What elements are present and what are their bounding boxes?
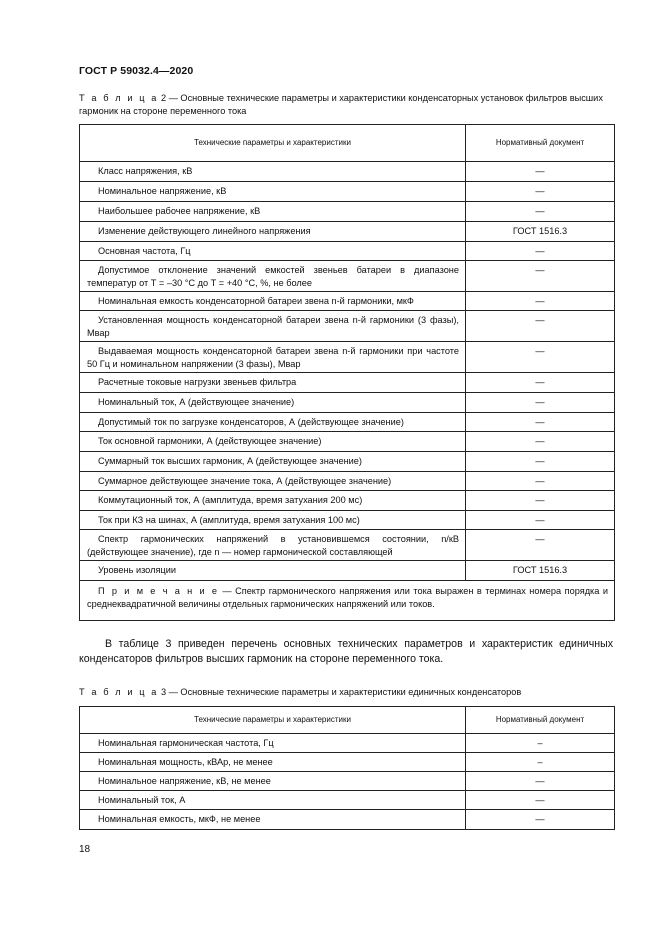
table-row bbox=[80, 311, 615, 342]
param-cell bbox=[80, 261, 466, 292]
table2-col-doc-header: Нормативный документ bbox=[466, 125, 615, 162]
table-row bbox=[80, 530, 615, 561]
doc-cell: — bbox=[466, 292, 615, 311]
table-row bbox=[80, 772, 615, 791]
table-row bbox=[80, 561, 615, 581]
param-text: Класс напряжения, кВ bbox=[98, 166, 193, 176]
param-text: Номинальное напряжение, кВ, не менее bbox=[98, 776, 271, 786]
doc-cell: — bbox=[466, 393, 615, 413]
doc-cell: ГОСТ 1516.3 bbox=[466, 561, 615, 581]
param-cell bbox=[80, 753, 466, 772]
table-row bbox=[80, 491, 615, 511]
param-cell bbox=[80, 734, 466, 753]
table2-caption-label: Т а б л и ц а bbox=[79, 93, 159, 103]
doc-cell: — bbox=[466, 530, 615, 561]
param-text: Расчетные токовые нагрузки звеньев фильтра bbox=[98, 377, 297, 387]
param-cell bbox=[80, 491, 466, 511]
table-row bbox=[80, 182, 615, 202]
table-2 bbox=[79, 124, 615, 621]
document-header: ГОСТ Р 59032.4—2020 bbox=[79, 65, 194, 77]
param-text: Коммутационный ток, А (амплитуда, время затухания 200 мс) bbox=[98, 495, 363, 505]
table-row bbox=[80, 373, 615, 393]
param-cell bbox=[80, 413, 466, 432]
doc-cell: — bbox=[466, 311, 615, 342]
param-cell bbox=[80, 393, 466, 413]
doc-cell: – bbox=[466, 753, 615, 772]
param-cell bbox=[80, 373, 466, 393]
param-cell bbox=[80, 530, 466, 561]
table2-note bbox=[80, 581, 615, 621]
table-row bbox=[80, 432, 615, 452]
table-row bbox=[80, 342, 615, 373]
param-text: Номинальная емкость, мкФ, не менее bbox=[98, 814, 261, 824]
doc-cell: — bbox=[466, 242, 615, 261]
param-cell bbox=[80, 432, 466, 452]
table3-col-doc-header: Нормативный документ bbox=[466, 707, 615, 734]
param-text: Изменение действующего линейного напряжения bbox=[98, 226, 311, 236]
note-text: — Спектр гармонического напряжения или тока выражен в терминах номера порядка и среднеквадратичной величины отдельных гармонических напряжений или токов. bbox=[87, 586, 608, 609]
doc-cell: — bbox=[466, 373, 615, 393]
param-cell bbox=[80, 222, 466, 242]
doc-cell: — bbox=[466, 491, 615, 511]
body-paragraph: В таблице 3 приведен перечень основных технических параметров и характеристик единичных конденсаторов фильтров высших гармоник на стороне переменного тока. bbox=[79, 638, 613, 665]
doc-cell: — bbox=[466, 432, 615, 452]
param-text: Допустимое отклонение значений емкостей звеньев батареи в диапазоне температур от Т = –30 °С до Т = +40 °С, %, не более bbox=[87, 265, 459, 288]
doc-cell: — bbox=[466, 772, 615, 791]
param-cell bbox=[80, 182, 466, 202]
table-row bbox=[80, 452, 615, 472]
table-row bbox=[80, 202, 615, 222]
table-row bbox=[80, 261, 615, 292]
table-row bbox=[80, 222, 615, 242]
page-number: 18 bbox=[79, 844, 91, 855]
table-row bbox=[80, 511, 615, 530]
param-text: Допустимый ток по загрузке конденсаторов, А (действующее значение) bbox=[98, 417, 404, 427]
doc-cell: — bbox=[466, 791, 615, 810]
table2-caption-text: 2 — Основные технические параметры и характеристики конденсаторных установок фильтров высших гармоник на стороне переменного тока bbox=[79, 93, 603, 116]
param-cell bbox=[80, 810, 466, 830]
table-row bbox=[80, 472, 615, 491]
table2-col-param-header: Технические параметры и характеристики bbox=[80, 125, 466, 162]
doc-cell: — bbox=[466, 261, 615, 292]
param-text: Номинальная мощность, кВАр, не менее bbox=[98, 757, 273, 767]
param-cell bbox=[80, 791, 466, 810]
param-text: Ток при КЗ на шинах, А (амплитуда, время затухания 100 мс) bbox=[98, 515, 360, 525]
table-row bbox=[80, 292, 615, 311]
param-text: Ток основной гармоники, А (действующее значение) bbox=[98, 436, 322, 446]
table-row bbox=[80, 734, 615, 753]
table-row bbox=[80, 791, 615, 810]
doc-cell: — bbox=[466, 202, 615, 222]
param-cell bbox=[80, 311, 466, 342]
table2-body bbox=[80, 162, 615, 621]
doc-cell: — bbox=[466, 472, 615, 491]
table2-caption bbox=[79, 92, 613, 118]
param-text: Выдаваемая мощность конденсаторной батареи звена n-й гармоники при частоте 50 Гц и номинальном напряжении (3 фазы), Мвар bbox=[87, 346, 459, 369]
param-cell bbox=[80, 292, 466, 311]
param-text: Номинальное напряжение, кВ bbox=[98, 186, 227, 196]
doc-cell: — bbox=[466, 182, 615, 202]
param-text: Номинальная емкость конденсаторной батареи звена n-й гармоники, мкФ bbox=[98, 296, 414, 306]
table3-caption-label: Т а б л и ц а bbox=[79, 687, 159, 697]
param-text: Суммарное действующее значение тока, А (действующее значение) bbox=[98, 476, 392, 486]
note-row bbox=[80, 581, 615, 621]
table-row bbox=[80, 810, 615, 830]
param-text: Номинальный ток, А (действующее значение) bbox=[98, 397, 295, 407]
doc-cell: — bbox=[466, 413, 615, 432]
param-cell bbox=[80, 472, 466, 491]
doc-cell: — bbox=[466, 511, 615, 530]
param-text: Основная частота, Гц bbox=[98, 246, 191, 256]
param-text: Уровень изоляции bbox=[98, 565, 176, 575]
table-row bbox=[80, 162, 615, 182]
param-cell bbox=[80, 561, 466, 581]
note-label: П р и м е ч а н и е bbox=[98, 586, 219, 596]
doc-cell: — bbox=[466, 452, 615, 472]
table-row bbox=[80, 393, 615, 413]
table-row bbox=[80, 413, 615, 432]
doc-cell: ГОСТ 1516.3 bbox=[466, 222, 615, 242]
param-text: Наибольшее рабочее напряжение, кВ bbox=[98, 206, 261, 216]
param-cell bbox=[80, 772, 466, 791]
param-text: Номинальный ток, А bbox=[98, 795, 186, 805]
param-cell bbox=[80, 242, 466, 261]
table3-col-param-header: Технические параметры и характеристики bbox=[80, 707, 466, 734]
doc-cell: — bbox=[466, 810, 615, 830]
table-row bbox=[80, 753, 615, 772]
param-text: Спектр гармонических напряжений в установившемся состоянии, n/кВ (действующее значение), где n — номер гармонической составляющей bbox=[87, 534, 459, 557]
table3-caption bbox=[79, 686, 613, 699]
table3-caption-text: 3 — Основные технические параметры и характеристики единичных конденсаторов bbox=[161, 687, 522, 697]
doc-cell: — bbox=[466, 342, 615, 373]
doc-cell: — bbox=[466, 162, 615, 182]
param-cell bbox=[80, 202, 466, 222]
param-cell bbox=[80, 452, 466, 472]
param-text: Установленная мощность конденсаторной батареи звена n-й гармоники (3 фазы), Мвар bbox=[87, 315, 459, 338]
doc-cell: – bbox=[466, 734, 615, 753]
param-text: Номинальная гармоническая частота, Гц bbox=[98, 738, 274, 748]
param-cell bbox=[80, 511, 466, 530]
table3-body bbox=[80, 734, 615, 830]
table-3 bbox=[79, 706, 615, 830]
param-cell bbox=[80, 342, 466, 373]
param-text: Суммарный ток высших гармоник, А (действующее значение) bbox=[98, 456, 362, 466]
table-row bbox=[80, 242, 615, 261]
param-cell bbox=[80, 162, 466, 182]
